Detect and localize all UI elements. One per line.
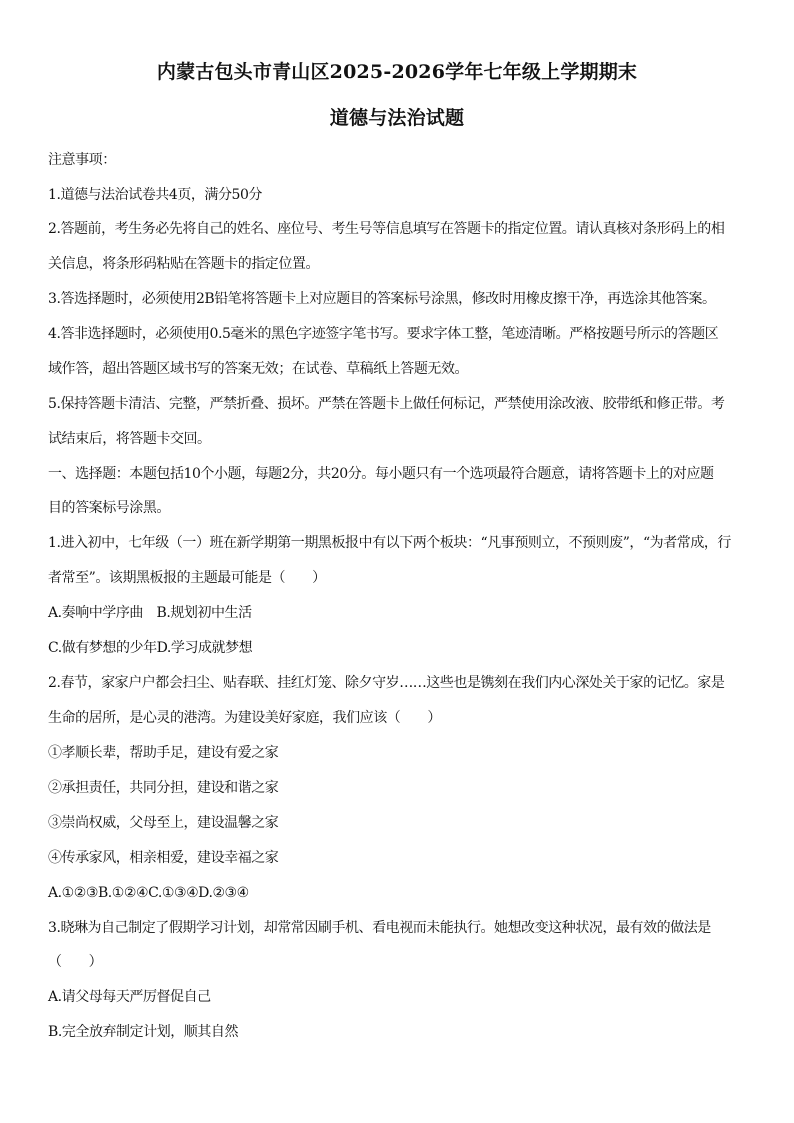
answer-option: C.做有梦想的少年D.学习成就梦想 xyxy=(48,640,253,656)
statement-item: ③崇尚权威，父母至上，建设温馨之家 xyxy=(48,815,279,831)
notice-item: 3.答选择题时，必须使用2B铅笔将答题卡上对应题目的答案标号涂黑，修改时用橡皮擦干净，再选涂其他答案。 xyxy=(48,291,716,307)
notice-item: 4.答非选择题时，必须使用0.5毫米的黑色字迹签字笔书写。要求字体工整，笔迹清晰。严格按题号所示的答题区 xyxy=(48,326,719,342)
exam-title: 内蒙古包头市青山区2025-2026学年七年级上学期期末 xyxy=(156,61,638,83)
notice-item: 2.答题前，考生务必先将自己的姓名、座位号、考生号等信息填写在答题卡的指定位置。请认真核对条形码上的相 xyxy=(48,221,725,237)
section-heading: 目的答案标号涂黑。 xyxy=(48,500,170,516)
notice-item: 1.道德与法治试卷共4页，满分50分 xyxy=(48,187,262,203)
question-text: 2.春节，家家户户都会扫尘、贴春联、挂红灯笼、除夕守岁……这些也是镌刻在我们内心深处关于家的记忆。家是 xyxy=(48,675,725,691)
section-heading: 一、选择题：本题包括10个小题，每题2分，共20分。每小题只有一个选项最符合题意，请将答题卡上的对应题 xyxy=(48,466,714,482)
notice-heading: 注意事项： xyxy=(48,152,116,168)
notice-item: 试结束后，将答题卡交回。 xyxy=(48,431,211,447)
statement-item: ②承担责任，共同分担，建设和谐之家 xyxy=(48,780,279,796)
question-text: 1.进入初中，七年级（一）班在新学期第一期黑板报中有以下两个板块：“凡事预则立，不预则废”，“为者常成，行 xyxy=(48,535,731,551)
answer-option: A.请父母每天严厉督促自己 xyxy=(48,989,211,1005)
answer-option: B.完全放弃制定计划，顺其自然 xyxy=(48,1024,238,1040)
question-text: 者常至”。该期黑板报的主题最可能是（ ） xyxy=(48,570,326,586)
answer-option: A.奏响中学序曲 B.规划初中生活 xyxy=(48,605,252,621)
statement-item: ④传承家风，相亲相爱，建设幸福之家 xyxy=(48,850,279,866)
statement-item: ①孝顺长辈，帮助手足，建设有爱之家 xyxy=(48,745,279,761)
notice-item: 5.保持答题卡清洁、完整，严禁折叠、损坏。严禁在答题卡上做任何标记，严禁使用涂改液、胶带纸和修正带。考 xyxy=(48,396,725,412)
question-text: 生命的居所，是心灵的港湾。为建设美好家庭，我们应该（ ） xyxy=(48,710,441,726)
notice-item: 域作答，超出答题区域书写的答案无效；在试卷、草稿纸上答题无效。 xyxy=(48,361,469,377)
question-text: 3.晓琳为自己制定了假期学习计划，却常常因刷手机、看电视而未能执行。她想改变这种状况，最有效的做法是 xyxy=(48,920,711,936)
exam-subject-title: 道德与法治试题 xyxy=(329,107,465,129)
answer-option: A.①②③B.①②④C.①③④D.②③④ xyxy=(48,885,249,901)
question-text: （ ） xyxy=(48,954,103,970)
notice-item: 关信息，将条形码粘贴在答题卡的指定位置。 xyxy=(48,256,319,272)
